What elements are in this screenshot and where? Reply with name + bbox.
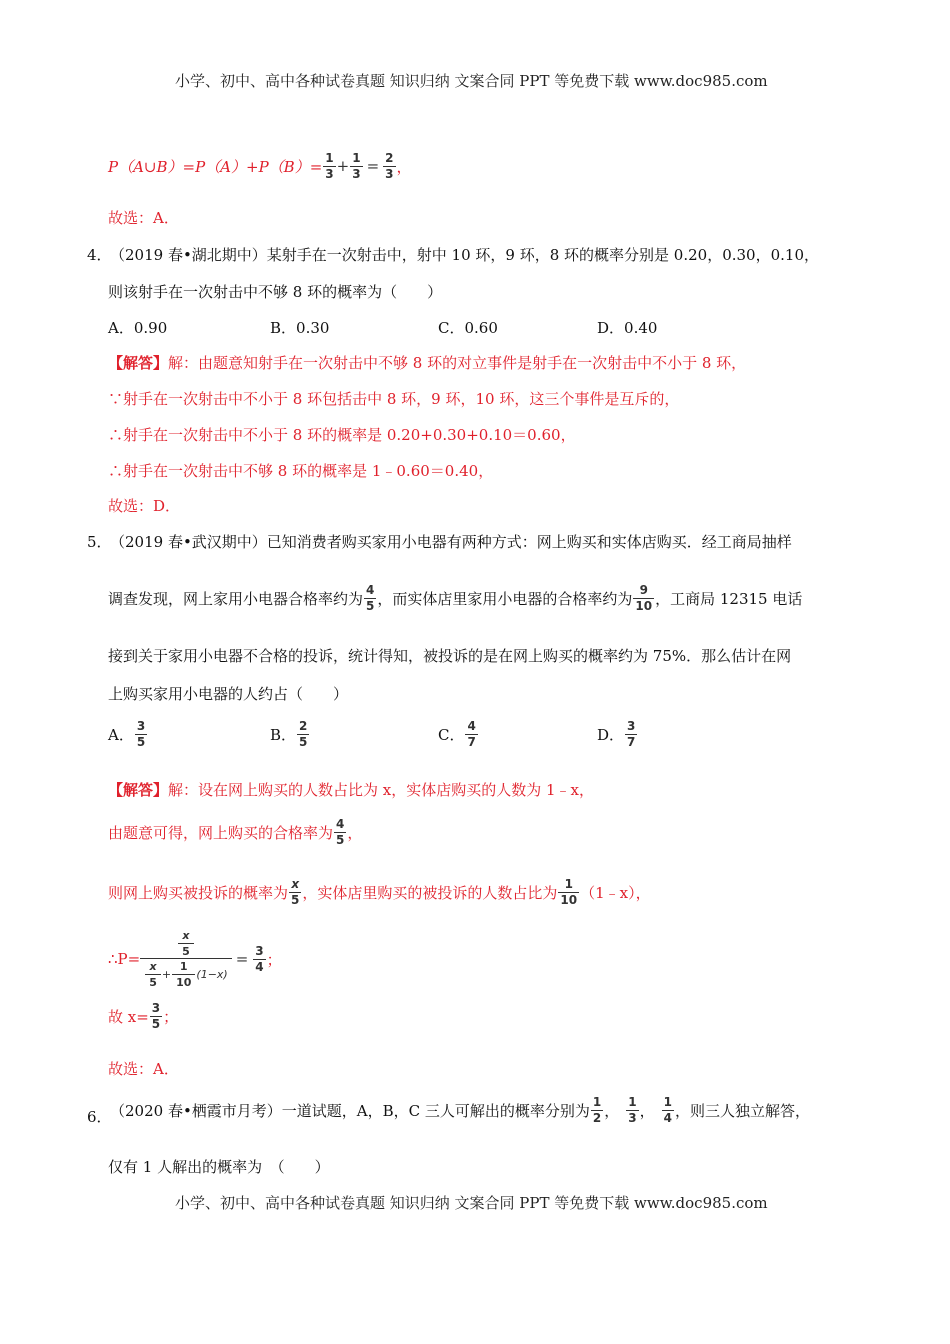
equals-sign: = xyxy=(235,950,249,969)
q5-answer-line1 xyxy=(108,779,594,800)
option-label: C． xyxy=(438,725,465,744)
answer-tag: 【解答】 xyxy=(108,781,169,799)
text: ，而实体店里家用小电器的合格率约为 xyxy=(377,589,633,608)
q4-choice: 故选：D． xyxy=(108,497,181,515)
q5-option-b xyxy=(270,720,310,748)
q5-answer-line3 xyxy=(108,878,651,906)
punct: ， xyxy=(639,1101,655,1120)
q4-stem-line1: （2019 春•湖北期中）某射手在一次射击中，射中 10 环，9 环，8 环的概率分别是 0.20，0.30，0.10， xyxy=(110,246,820,264)
text: 故 x= xyxy=(108,1007,149,1026)
text: （2020 春•栖霞市月考）一道试题，A，B，C 三人可解出的概率分别为 xyxy=(110,1101,590,1120)
text: ∴P= xyxy=(108,950,141,969)
q5-answer-line2 xyxy=(108,818,362,846)
answer-text: 解：由题意知射手在一次射击中不够 8 环的对立事件是射手在一次射击中不小于 8 环， xyxy=(168,354,747,372)
page-header: 小学、初中、高中各种试卷真题 知识归纳 文案合同 PPT 等免费下载 www.doc985.com xyxy=(175,72,768,90)
fraction: $\frac{3}{5}$ xyxy=(136,719,146,749)
q5-answer-line4 xyxy=(108,930,282,988)
text: 由题意可得，网上购买的合格率为 xyxy=(108,823,334,842)
fraction: $\frac{1}{10}$ xyxy=(560,877,578,907)
q6-stem-line2: 仅有 1 人解出的概率为 （ ） xyxy=(108,1158,330,1176)
prev-solution-formula xyxy=(108,152,412,180)
punct: ； xyxy=(266,950,282,969)
fraction: $\frac{1}{3}$ xyxy=(325,151,334,181)
q5-stem-line2 xyxy=(108,584,802,612)
option-label: B． xyxy=(270,725,297,744)
fraction: $\frac{3}{4}$ xyxy=(255,944,264,974)
q4-option-a: A．0.90 xyxy=(108,319,168,337)
text: ，工商局 12315 电话 xyxy=(655,589,803,608)
q4-answer-line3: ∴射手在一次射击中不小于 8 环的概率是 0.20+0.30+0.10＝0.60， xyxy=(108,426,576,444)
punct: ； xyxy=(163,1007,179,1026)
q5-stem-line1: （2019 春•武汉期中）已知消费者购买家用小电器有两种方式：网上购买和实体店购买．经工商局抽样 xyxy=(110,533,792,551)
q5-stem-line3: 接到关于家用小电器不合格的投诉，统计得知，被投诉的是在网上购买的概率约为 75%．那么估计在网 xyxy=(108,647,792,665)
fraction: $\frac{x}{5}$ xyxy=(291,877,300,907)
punct: ， xyxy=(604,1101,620,1120)
fraction: $\frac{4}{5}$ xyxy=(366,583,375,613)
answer-text: 解：设在网上购买的人数占比为 x，实体店购买的人数为 1﹣x， xyxy=(168,781,595,799)
fraction: $\frac{9}{10}$ xyxy=(635,583,653,613)
page-footer: 小学、初中、高中各种试卷真题 知识归纳 文案合同 PPT 等免费下载 www.doc985.com xyxy=(175,1194,768,1212)
prev-solution-choice: 故选：A． xyxy=(108,209,179,227)
fraction: $\frac{3}{5}$ xyxy=(151,1001,161,1031)
q4-stem-line2: 则该射手在一次射击中不够 8 环的概率为（ ） xyxy=(108,283,443,301)
q6-stem-line1 xyxy=(110,1096,810,1124)
plus-sign: + xyxy=(161,968,172,982)
fraction: $\frac{1}{3}$ xyxy=(628,1095,637,1125)
q4-option-c: C．0.60 xyxy=(438,319,498,337)
q5-option-a xyxy=(108,720,148,748)
q4-option-b: B．0.30 xyxy=(270,319,330,337)
option-label: A． xyxy=(108,725,134,744)
fraction: $\frac{1}{2}$ xyxy=(592,1095,602,1125)
fraction: $\frac{4}{5}$ xyxy=(336,817,345,847)
fraction: $\frac{x}{5}$ xyxy=(145,961,161,988)
q4-number: 4． xyxy=(87,246,112,264)
q5-choice: 故选：A． xyxy=(108,1060,179,1078)
q4-option-d: D．0.40 xyxy=(597,319,658,337)
text: ，实体店里购买的被投诉的人数占比为 xyxy=(302,883,558,902)
fraction: $\frac{x}{5}$ xyxy=(178,930,194,957)
text: （1﹣x）， xyxy=(580,883,651,902)
compound-fraction xyxy=(140,930,232,988)
punct: ， xyxy=(396,157,412,176)
fraction: $\frac{1}{4}$ xyxy=(663,1095,673,1125)
option-label: D． xyxy=(597,725,625,744)
formula-left: P（A∪B）=P（A）+P（B）= xyxy=(108,157,323,176)
fraction: $\frac{2}{5}$ xyxy=(299,719,308,749)
q5-option-d xyxy=(597,720,638,748)
text: (1−x) xyxy=(196,968,228,982)
q4-answer-line1 xyxy=(108,352,746,373)
plus-sign: + xyxy=(336,157,350,176)
fraction: $\frac{4}{7}$ xyxy=(467,719,476,749)
fraction: $\frac{3}{7}$ xyxy=(627,719,636,749)
q4-answer-line2: ∵射手在一次射击中不小于 8 环包括击中 8 环，9 环，10 环，这三个事件是互斥的， xyxy=(108,390,680,408)
q5-answer-line5 xyxy=(108,1002,178,1030)
text: ，则三人独立解答， xyxy=(675,1101,811,1120)
punct: ， xyxy=(347,823,363,842)
equals-sign: = xyxy=(366,157,380,176)
fraction: $\frac{1}{3}$ xyxy=(352,151,361,181)
text: 则网上购买被投诉的概率为 xyxy=(108,883,289,902)
fraction: $\frac{2}{3}$ xyxy=(385,151,394,181)
text: 调查发现，网上家用小电器合格率约为 xyxy=(108,589,364,608)
q5-number: 5． xyxy=(87,533,112,551)
q5-stem-line4: 上购买家用小电器的人约占（ ） xyxy=(108,685,349,703)
q6-number: 6． xyxy=(87,1108,112,1126)
q4-answer-line4: ∴射手在一次射击中不够 8 环的概率是 1﹣0.60＝0.40， xyxy=(108,462,494,480)
q5-option-c xyxy=(438,720,479,748)
fraction: $\frac{1}{10}$ xyxy=(172,961,195,988)
answer-tag: 【解答】 xyxy=(108,354,169,372)
